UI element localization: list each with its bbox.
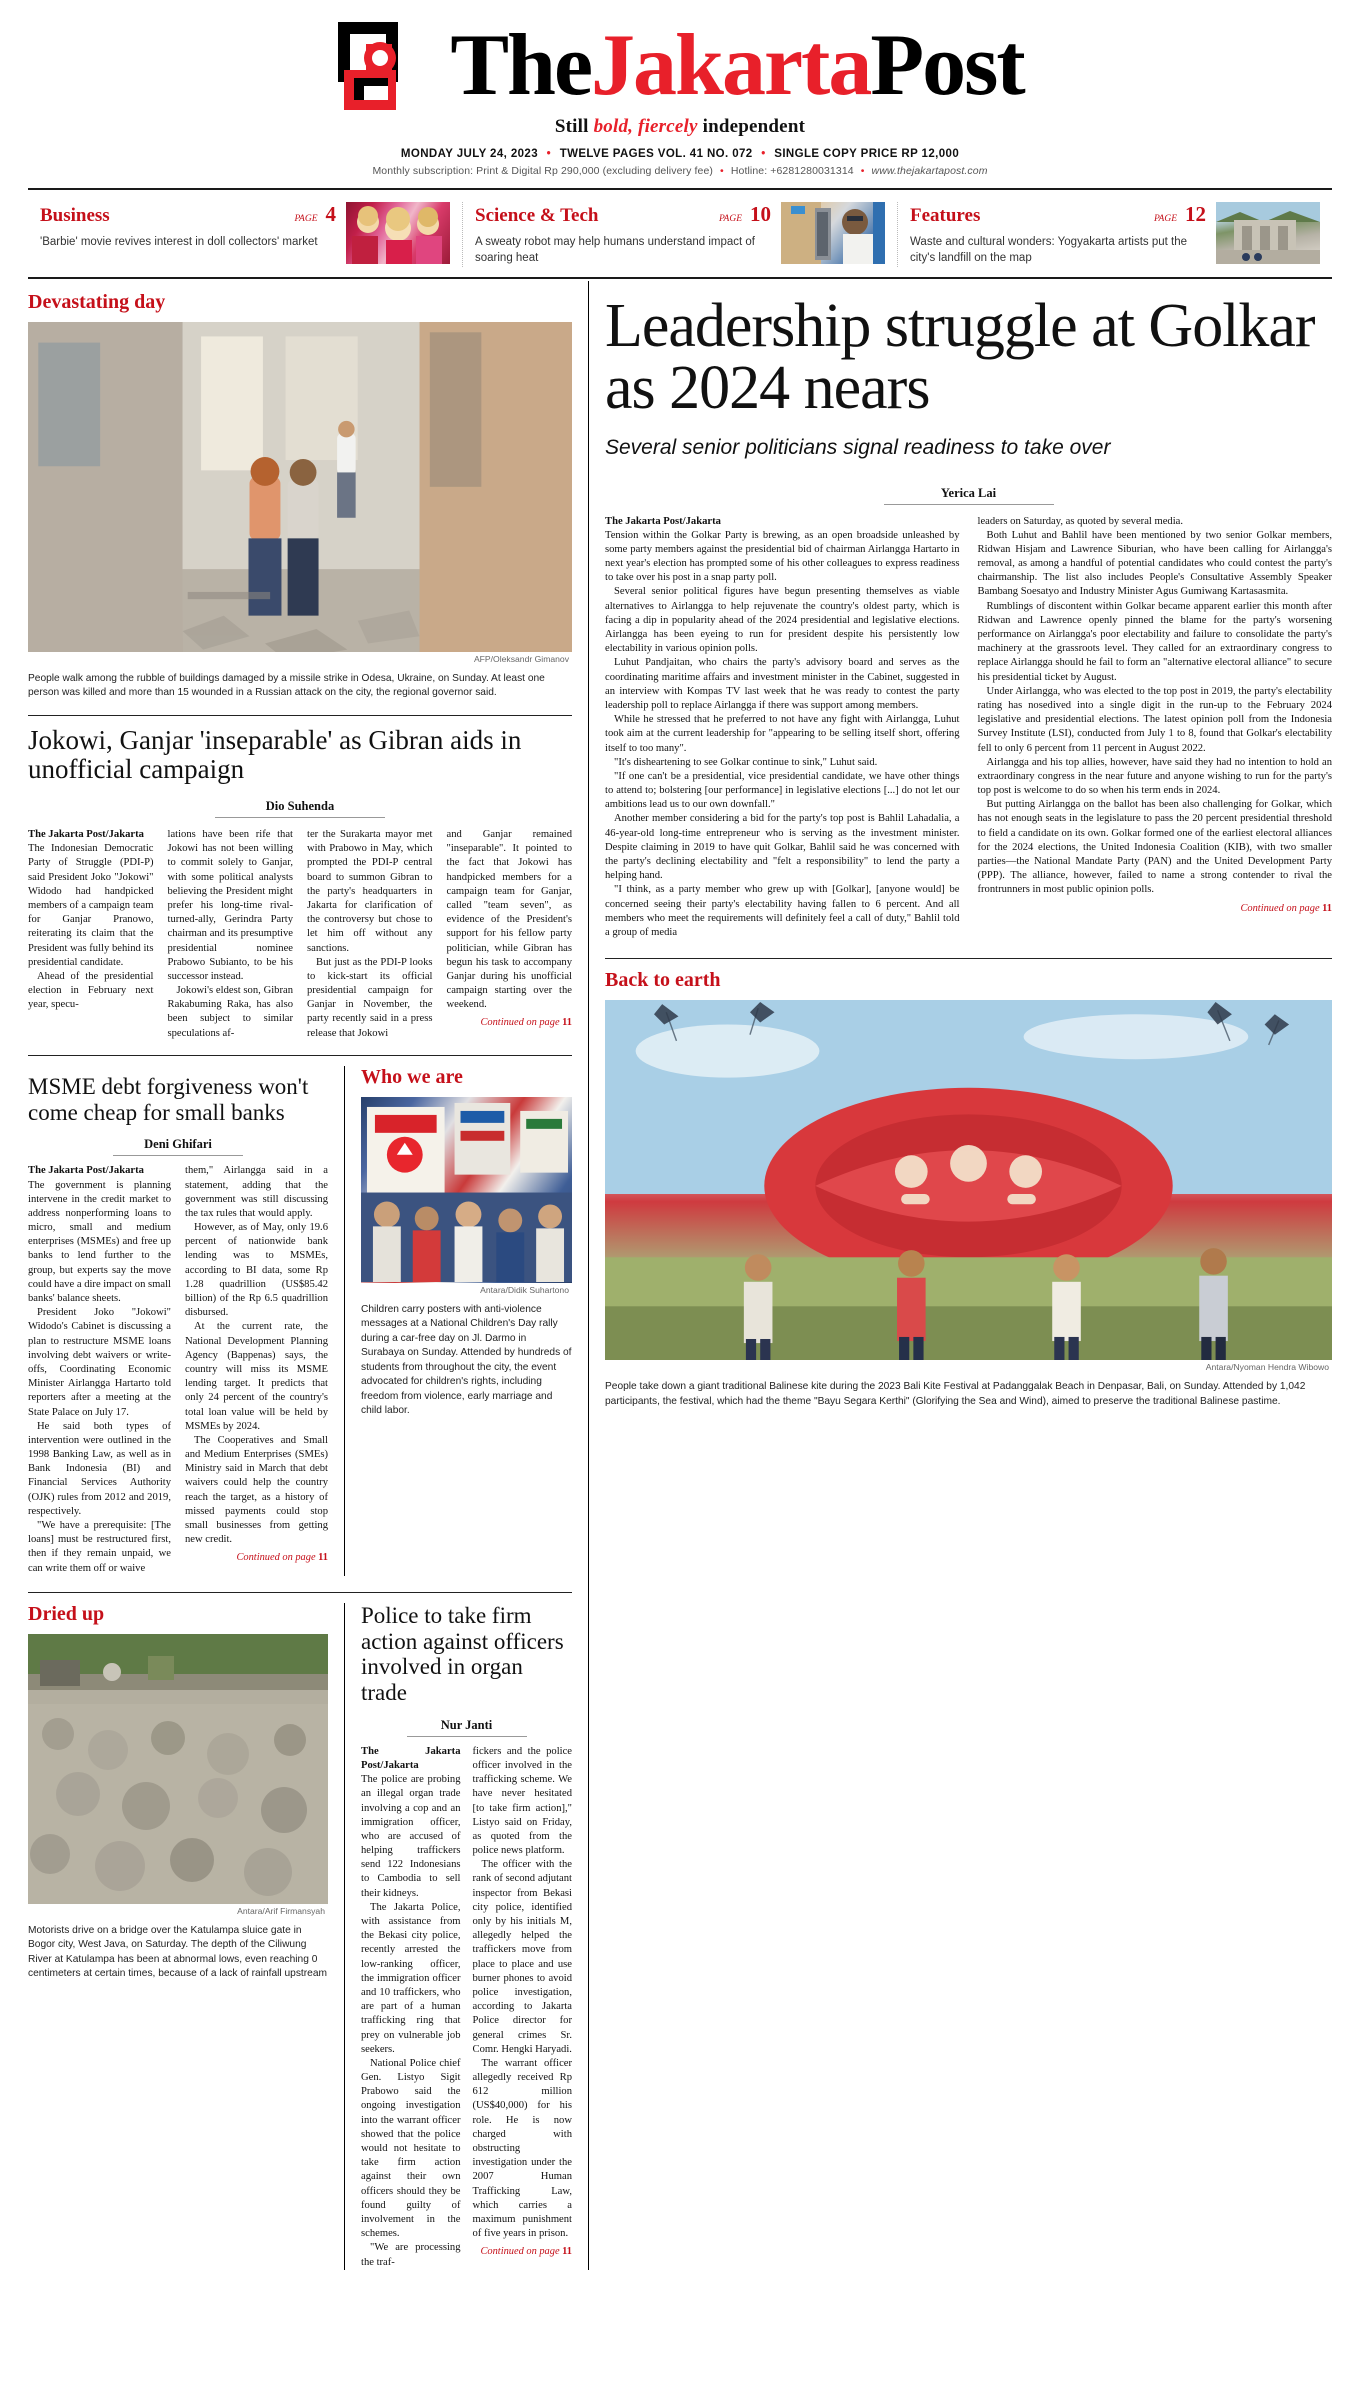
teaser-description: 'Barbie' movie revives interest in doll collectors' market [40,236,318,248]
nameplate-jakarta: Jakarta [591,16,871,114]
paragraph: ter the Surakarta mayor met with Prabowo in May, which prompted the PDI-P central board to summon Gibran to the party's headquarters in Jakarta for clarification of the controversy but chose to let him off without any sanctions. [307,829,433,954]
lead-deck: Several senior politicians signal readiness to take over [605,435,1111,459]
left-column [28,281,588,2270]
teaser-page-number: 12 [1185,202,1206,226]
teaser-description: Waste and cultural wonders: Yogyakarta artists put the city's landfill on the map [910,236,1188,265]
teaser-bottom-rule [28,277,1332,279]
photo-credit: Antara/Didik Suhartono [480,1284,569,1295]
paragraph: Luhut Pandjaitan, who chairs the party's advisory board and serves as the coordinating maritime affairs and investment minister in the Cabinet, suggested in an interview with Kompas TV last week that he was ready to contest the party leadership poll to replace Airlangga if there was support among members. [605,657,960,711]
teaser-page-label: PAGE [294,214,318,224]
paragraph: "It's disheartening to see Golkar continue to sink," Luhut said. [614,756,878,768]
teaser-features[interactable] [897,202,1332,267]
lead-byline: Yerica Lai [940,485,997,500]
article-column-2 [185,1164,328,1575]
jump-page-number: 11 [562,2246,572,2258]
article-dateline: The Jakarta Post/Jakarta [28,829,144,840]
dateline-separator-2: • [761,148,766,160]
article-headline: MSME debt forgiveness won't come cheap for small banks [28,1073,309,1125]
jakarta-post-logo-icon [336,18,432,114]
article-dateline: The Jakarta Post/Jakarta [28,1165,144,1177]
teaser-thumbnail-yogyakarta [1216,202,1320,264]
paragraph: President Joko "Jokowi" Widodo's Cabinet is discussing a plan to restructure MSME loans involving debt waivers or write-offs, Coordinating Economic Minister Airlangga Hartarto told reporters after a meeting at the State Palace on July 17. [28,1307,171,1418]
article-headline: Jokowi, Ganjar 'inseparable' as Gibran aids in unofficial campaign [28,724,522,785]
paragraph: Both Luhut and Bahlil have been mentioned by two senior Golkar members, Ridwan Hisjam and Lawrence Siburian, who have been calling for Airlangga's removal, as among a handful of potential candidates who could contest the party's chairmanship. The list also includes People's Consultative Assembly Speaker Bambang Soesatyo and Industry Minister Agus Gumiwang Kartasasmita. [977,529,1332,598]
paragraph: The Jakarta Police, with assistance from the Bekasi city police, recently arrested the low-ranking officer, the immigration officer and 10 traffickers, who are part of a human trafficking ring that prey on vulnerable job seekers. [361,1901,461,2055]
paragraph: The officer with the rank of second adjutant inspector from Bekasi city police, identified only by his initials M, allegedly helped the traffickers move from place to place and use burner phones to avoid police investigation, according to Jakarta Police director for general crimes Sr. Comr. Hengki Haryadi. [472,1859,572,2055]
byline-rule [215,817,385,818]
article-dateline: The Jakarta Post/Jakarta [361,1745,461,1771]
article-byline: Dio Suhenda [265,799,335,813]
photo-kicker: Dried up [28,1602,105,1625]
jump-label: Continued on page [480,2246,560,2258]
photo-kicker: Devastating day [28,290,166,313]
article-column-1 [28,1164,171,1575]
paragraph: Another member considering a bid for the party's top post is Bahlil Lahadalia, a 46-year-old long-time entrepreneur who is serving as the investment minister. Despite claiming in 2019 to have quit Golkar, Bahlil said he was concerned with the party's declining electability and "felt a responsibility" to lend the party a helping hand. [605,813,960,882]
teaser-page-label: PAGE [1153,214,1177,224]
article-jokowi-ganjar[interactable] [28,726,572,1041]
article-column-4 [447,828,573,1041]
paragraph: "I think, as a party member who grew up with [Golkar], [anyone would] be concerned seeing their party's electability having fallen to 6 percent. And all members who meet the requirements will definitely feel a call of duty," Bahlil told a group of media [605,884,960,938]
byline-rule [407,1736,527,1737]
article-police-organ-trade[interactable] [344,1603,572,2270]
nameplate-post: Post [870,16,1024,114]
paragraph: lations have been rife that Jokowi has not been willing to commit solely to Ganjar, with some political analysts believing the President might prefer his long-time rival-turned-ally, Gerindra Party chairman and its presumptive presidential nominee Prabowo Subianto, to be his successor instead. [167,829,293,982]
jump-label: Continued on page [236,1552,316,1564]
photo-credit: AFP/Oleksandr Gimanov [473,653,569,664]
tagline-pre: Still [554,116,594,137]
paragraph: The warrant officer allegedly received Rp 612 million (US$40,000) for his role. He is now charged with obstructing investigation under the 2007 Human Trafficking Law, which carries a maximum punishment of five years in prison. [472,2057,572,2240]
dateline-price: SINGLE COPY PRICE RP 12,000 [774,148,960,160]
paragraph: Tension within the Golkar Party is brewing, as an open broadside unleashed by some party members against the presidential bid of chairman Airlangga Hartarto in next year's election has prompted some of his other colleagues to express readiness to take over his post in a snap party poll. [605,529,960,584]
paragraph: leaders on Saturday, as quoted by several media. [977,515,1184,527]
subline-separator-1: • [720,165,724,177]
teaser-title: Science & Tech [475,205,599,226]
hotline-text: Hotline: +6281280031314 [730,165,854,177]
nameplate-row [28,18,1332,114]
lead-headline: Leadership struggle at Golkar as 2024 nears [605,291,1315,422]
byline-rule [113,1155,243,1156]
dateline [28,148,1332,160]
jump-line[interactable] [185,1551,328,1565]
tagline-post: independent [697,116,806,137]
photo-credit: Antara/Arif Firmansyah [237,1905,325,1916]
article-column-1 [28,828,154,1041]
teaser-thumbnail-barbie [346,202,450,264]
paragraph: fickers and the police officer involved in the trafficking scheme. We have never hesitated [to take firm action]," Listyo said on Friday, as quoted from the police news platform. [472,1745,572,1857]
paragraph: "We are processing the traf- [361,2242,461,2268]
article-byline: Nur Janti [440,1717,493,1732]
paragraph: The police are probing an illegal organ trade involving a cop and an immigration officer, who are accused of helping traffickers send 122 Indonesians to Cambodia to sell their kidneys. [361,1774,461,1899]
teaser-description: A sweaty robot may help humans understand impact of soaring heat [475,236,755,265]
article-byline: Deni Ghifari [144,1137,212,1152]
paragraph: At the current rate, the National Development Planning Agency (Bappenas) says, the country will miss its MSME lending target. It predicts that only 24 percent of the country's total loan value will be held by MSMEs by 2024. [185,1321,328,1432]
left-divider-2 [28,1055,572,1056]
article-devastating-day[interactable] [28,291,572,701]
article-who-we-are[interactable] [344,1066,572,1576]
paragraph: However, as of May, only 19.6 percent of nationwide bank lending was to MSMEs, according to BI data, some Rp 1.28 quadrillion (US$85.42 billion) of the Rp 6.5 quadrillion disbursed. [185,1222,328,1319]
article-column-1 [361,1745,461,2270]
lead-dateline: The Jakarta Post/Jakarta [605,515,721,527]
article-column-2 [473,1745,573,2270]
article-column-2 [168,828,294,1041]
paragraph: The Cooperatives and Small and Medium Enterprises (SMEs) Ministry said in March that debt waivers could help the country reach the target, as a history of missed payments could stop small businesses from getting new credit. [185,1434,328,1546]
dateline-pages: TWELVE PAGES VOL. 41 NO. 072 [559,148,753,160]
teaser-page-label: PAGE [718,214,742,224]
paragraph: them," Airlangga said in a statement, adding that the government was still discussing the tax rules that would apply. [185,1165,328,1219]
tagline [28,116,1332,138]
dateline-separator-1: • [546,148,552,160]
photo-credit: Antara/Nyoman Hendra Wibowo [1205,1362,1329,1373]
paragraph: But putting Airlangga on the ballot has been also challenging for Golkar, which has not enough seats in the legislature to pass the 20 percent presidential threshold to field a candidate on its own. Golkar formed one of the earliest electoral alliances for the 2024 elections, the United Indonesia Coalition (KIB), with two smaller parties—the National Mandate Party (PAN) and the United Development Party (PPP). The alliance, however, failed to name a strong contender to rival the frontrunners in most public opinion polls. [977,799,1332,896]
subline-separator-2: • [860,165,865,177]
photo-caption: People take down a giant traditional Balinese kite during the 2023 Bali Kite Festival at Padanggalak Beach in Denpasar, Bali, on Sunday. Attended by 1,042 participants, the festival, which had the theme "Bayu Segara Kerthi" (Glorifying the Sea and Wind), aimed to preserve the traditional Balinese pastime. [605,1381,1306,1407]
photo-bali-kite-festival [605,1000,1332,1360]
lead-column-2 [978,515,1333,941]
right-column [588,281,1332,2270]
tagline-red: bold, fiercely [593,116,698,137]
photo-childrens-day-rally [361,1097,572,1283]
article-dried-up[interactable] [28,1603,328,2270]
paragraph: "We have a prerequisite: [The loans] must be restructured first, then if they remain unpaid, we can write them off or waive [28,1520,171,1574]
photo-kicker: Back to earth [605,969,721,992]
paragraph: and Ganjar remained "inseparable". It pointed to the fact that Jokowi has handpicked members for a campaign team for Ganjar, called "team seven", as evidence of the President's support for his fellow party politician, while Gibran has begun his task to accompany Ganjar during his unofficial campaign starting over the weekend. [446,829,572,1011]
main-content-grid [28,281,1332,2270]
lead-column-1 [605,515,960,941]
paragraph: Under Airlangga, who was elected to the top post in 2019, the party's electability rating has nosedived into a single digit in the run-up to the February 2024 legislative and presidential elections. The latest opinion poll from the Indonesia Survey Institute (LSI), conducted from July 1 to 8, found that Golkar's electability fell to only 6 percent from 11 percent in August 2022. [977,685,1332,754]
paragraph: The government is planning intervene in the credit market to address nonperforming loans to micro, small and medium enterprises (MSMEs) and free up banks to lend further to the group, but experts say the move could have a dire impact on small banks' balance sheets. [28,1179,171,1304]
paragraph: Jokowi's eldest son, Gibran Rakabuming Raka, has also been subject to similar speculations af- [167,985,293,1039]
article-column-3 [307,828,433,1041]
teaser-page-number: 4 [325,202,336,226]
jump-page-number: 11 [562,1017,572,1029]
dateline-day: MONDAY [400,148,454,160]
teaser-business[interactable] [28,202,462,267]
subscription-line [28,165,1332,177]
photo-caption: Motorists drive on a bridge over the Katulampa sluice gate in Bogor city, West Java, on Saturday. The depth of the Ciliwung River at Katulampa has been at abnormal lows, even reaching 0 centimeters at certain times, because of a lack of rainfall upstream [28,1924,327,1980]
paragraph: Ahead of the presidential election in February next year, specu- [28,970,154,1011]
teaser-page-number: 10 [750,202,771,226]
photo-katulampa-river [28,1634,328,1904]
teaser-science-tech[interactable] [462,202,897,267]
byline-rule [884,504,1054,505]
article-back-to-earth[interactable] [605,969,1332,1409]
photo-kicker: Who we are [361,1065,463,1088]
left-bottom-row [28,1603,572,2270]
jump-line[interactable] [447,1016,573,1030]
photo-caption: People walk among the rubble of buildings damaged by a missile strike in Odesa, Ukraine, on Sunday. At least one person was killed and more than 15 wounded in a Russian attack on the city, the regional governor said. [28,672,545,699]
paragraph: Rumblings of discontent within Golkar became apparent earlier this month after Ridwan and Lawrence openly pinned the blame for the party's worsening performance on Airlangga's poor electability and failure to consolidate the party's machinery at the grassroots level. They called for an extraordinary congress to replace Airlangga should he fail to form an "alternative electoral alliance" to secure his presidential ticket by August. [977,600,1332,683]
jump-line[interactable] [978,902,1333,916]
jump-label: Continued on page [480,1017,560,1029]
left-lower-row [28,1066,572,1576]
right-divider-1 [605,958,1332,959]
paragraph: National Police chief Gen. Listyo Sigit Prabowo said the ongoing investigation into the warrant officer showed that the police would not hesitate to take firm action against their own officers should they be found guilty of involvement in the schemes. [361,2057,461,2240]
paragraph: While he stressed that he preferred to not have any fight with Airlangga, Luhut took aim at the current leadership for "appearing to be selling itself short, offering itself to too many". [605,714,960,754]
article-msme-debt[interactable] [28,1066,328,1576]
jump-line[interactable] [473,2245,573,2259]
dateline-date: JULY 24, 2023 [456,148,539,160]
paragraph: He said both types of intervention were outlined in the 1998 Banking Law, as well as in Bank Indonesia (BI) and Financial Services Authority (OJK) rules from 2012 and 2019, respectively. [28,1420,171,1517]
teaser-title: Business [40,205,110,226]
jump-label: Continued on page [1240,902,1320,914]
masthead [28,0,1332,190]
paragraph: Several senior political figures have begun presenting themselves as viable alternatives to Airlangga to help rejuvenate the country's oldest party, which is facing a dip in popularity ahead of the 2024 presidential and legislative elections. Airlangga has been eyeing to run for president despite his persistently low electability in various opinion polls. [605,586,960,655]
article-headline: Police to take firm action against officers involved in organ trade [361,1602,564,1705]
paragraph: The Indonesian Democratic Party of Struggle (PDI-P) said President Joko "Jokowi" Widodo had handpicked members of a campaign team for Ganjar Pranowo, reiterating its claim that the President was fully behind its presidential candidate. [28,843,154,968]
teaser-title: Features [910,205,981,226]
left-divider-3 [28,1592,572,1593]
jump-page-number: 11 [318,1552,328,1564]
nameplate [450,16,1024,114]
teaser-thumbnail-robot [781,202,885,264]
paragraph: Airlangga and his top allies, however, have said they had no intention to hold an extraordinary congress in the near future and anyone wishing to run for the party's top post is welcome to do so when his term ends in 2024. [977,756,1332,797]
subscription-text: Monthly subscription: Print & Digital Rp 290,000 (excluding delivery fee) [372,165,713,177]
photo-odesa-rubble [28,322,572,652]
photo-caption: Children carry posters with anti-violence messages at a National Children's Day rally during a car-free day on Jl. Darmo in Surabaya on Sunday. Attended by hundreds of students from throughout the city, the event advocated for children's rights, including freedom from violence, early marriage and child labor. [361,1303,572,1417]
article-lead-golkar[interactable] [605,291,1332,941]
website-url[interactable]: www.thejakartapost.com [871,165,988,177]
paragraph: "If one can't be a presidential, vice presidential candidate, we have other things to attend to; bolstering [our performance] in legislative elections [...] do not let our ambitions lead us to our own downfall." [605,770,960,811]
nameplate-the: The [450,16,592,114]
section-teaser-bar [28,190,1332,277]
left-divider-1 [28,715,572,716]
jump-page-number: 11 [1322,902,1332,914]
paragraph: But just as the PDI-P looks to kick-start its official presidential campaign for Ganjar in November, the party recently said in a press release that Jokowi [307,956,433,1039]
